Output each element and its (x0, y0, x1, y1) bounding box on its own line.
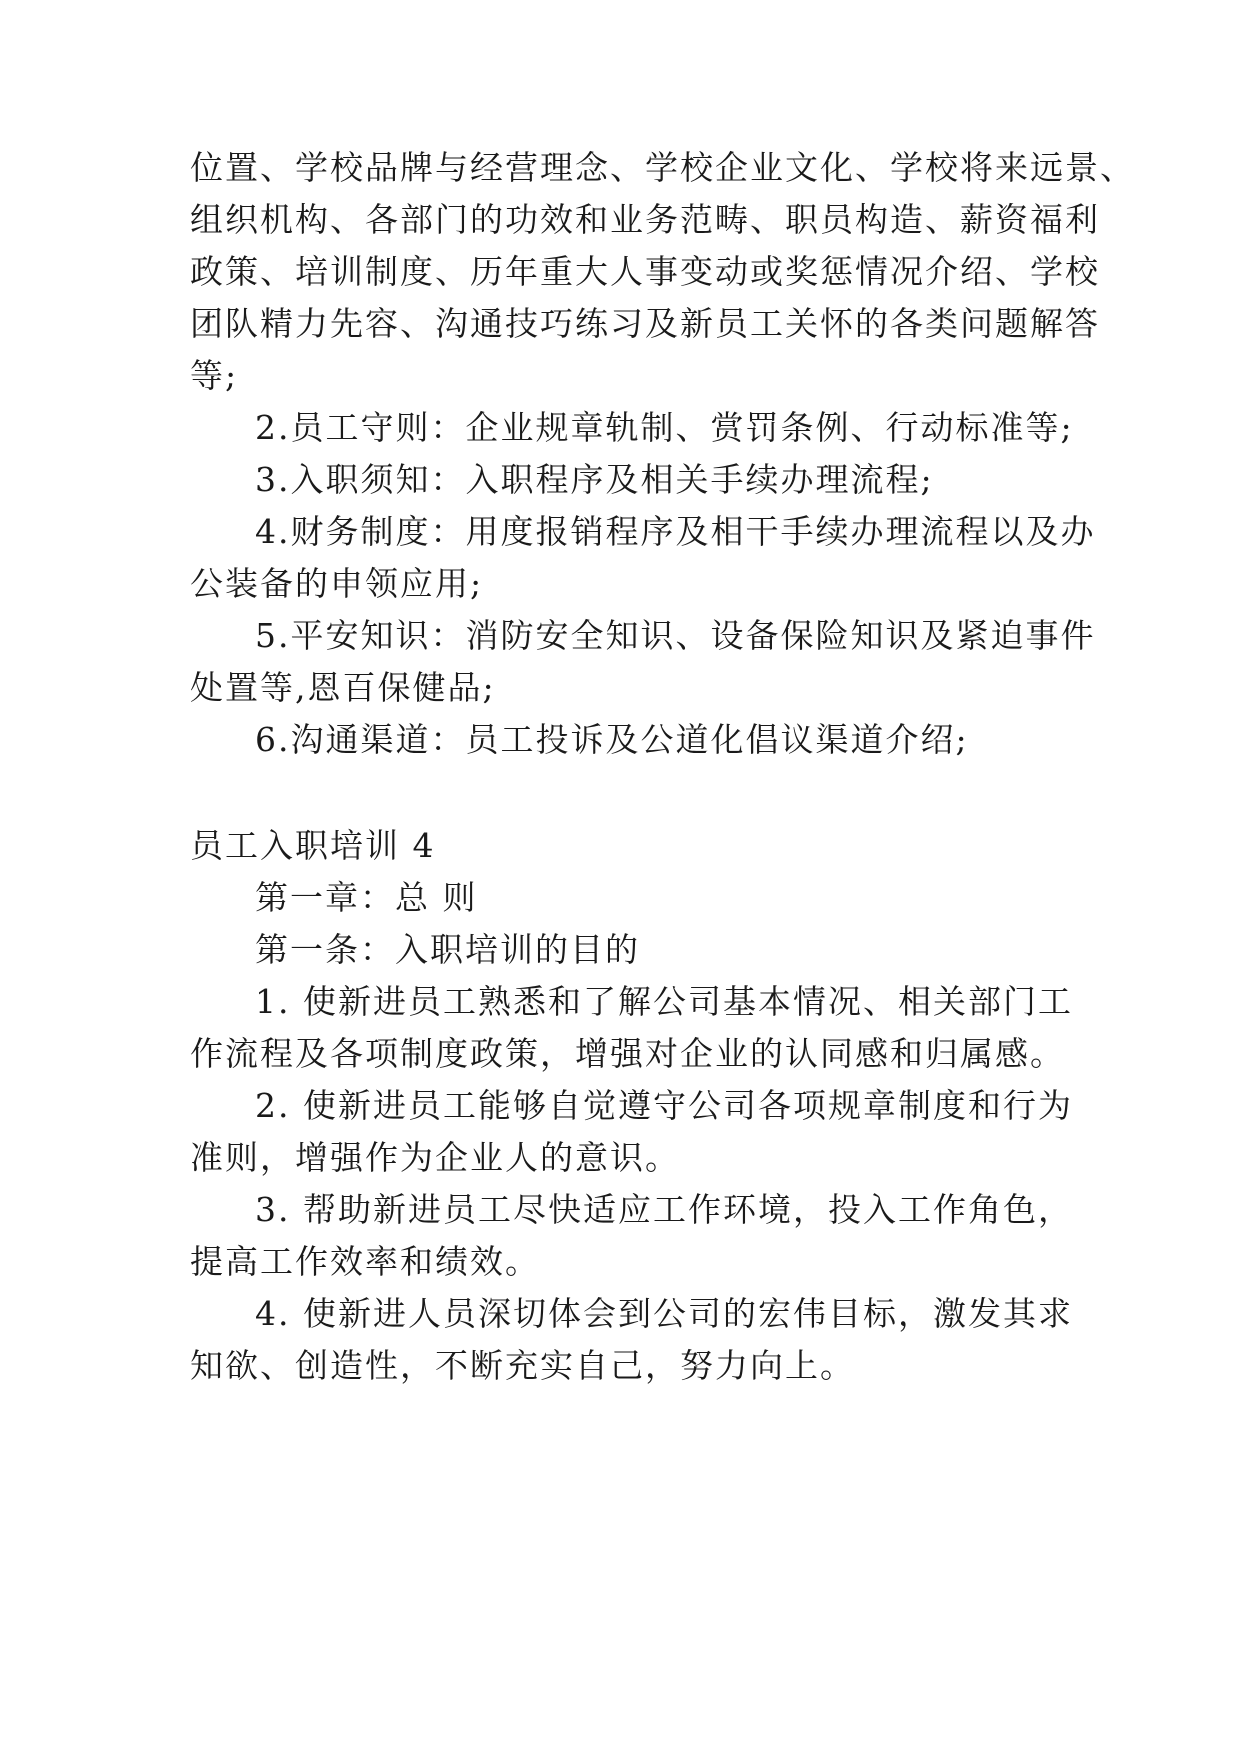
paragraph-line: 作流程及各项制度政策，增强对企业的认同感和归属感。 (190, 1034, 1065, 1073)
list-item-finance-policy: 4.财务制度：用度报销程序及相干手续办理流程以及办 (255, 512, 1096, 551)
paragraph-line: 提高工作效率和绩效。 (190, 1242, 540, 1281)
list-item-safety-knowledge: 5.平安知识：消防安全知识、设备保险知识及紧迫事件 (255, 616, 1096, 655)
paragraph-line: 组织机构、各部门的功效和业务范畴、职员构造、薪资福利 (190, 200, 1100, 239)
list-item-communication-channels: 6.沟通渠道：员工投诉及公道化倡议渠道介绍; (255, 720, 969, 759)
paragraph-line: 公装备的申领应用; (190, 564, 484, 603)
paragraph-line: 团队精力先容、沟通技巧练习及新员工关怀的各类问题解答 (190, 304, 1100, 343)
list-item-purpose-3: 3. 帮助新进员工尽快适应工作环境，投入工作角色， (255, 1190, 1073, 1229)
chapter-heading: 第一章：总 则 (255, 878, 478, 917)
article-heading: 第一条：入职培训的目的 (255, 930, 640, 969)
paragraph-line: 处置等,恩百保健品; (190, 668, 496, 707)
list-item-purpose-1: 1. 使新进员工熟悉和了解公司基本情况、相关部门工 (255, 982, 1073, 1021)
paragraph-line: 知欲、创造性，不断充实自己，努力向上。 (190, 1346, 855, 1385)
list-item-purpose-4: 4. 使新进人员深切体会到公司的宏伟目标，激发其求 (255, 1294, 1073, 1333)
list-item-onboarding-notice: 3.入职须知：入职程序及相关手续办理流程; (255, 460, 934, 499)
paragraph-line: 等; (190, 356, 239, 395)
section-heading: 员工入职培训 4 (190, 826, 436, 865)
paragraph-line: 准则，增强作为企业人的意识。 (190, 1138, 680, 1177)
list-item-employee-rules: 2.员工守则：企业规章轨制、赏罚条例、行动标准等; (255, 408, 1074, 447)
paragraph-line: 政策、培训制度、历年重大人事变动或奖惩情况介绍、学校 (190, 252, 1100, 291)
paragraph-line: 位置、学校品牌与经营理念、学校企业文化、学校将来远景、 (190, 148, 1135, 187)
list-item-purpose-2: 2. 使新进员工能够自觉遵守公司各项规章制度和行为 (255, 1086, 1073, 1125)
